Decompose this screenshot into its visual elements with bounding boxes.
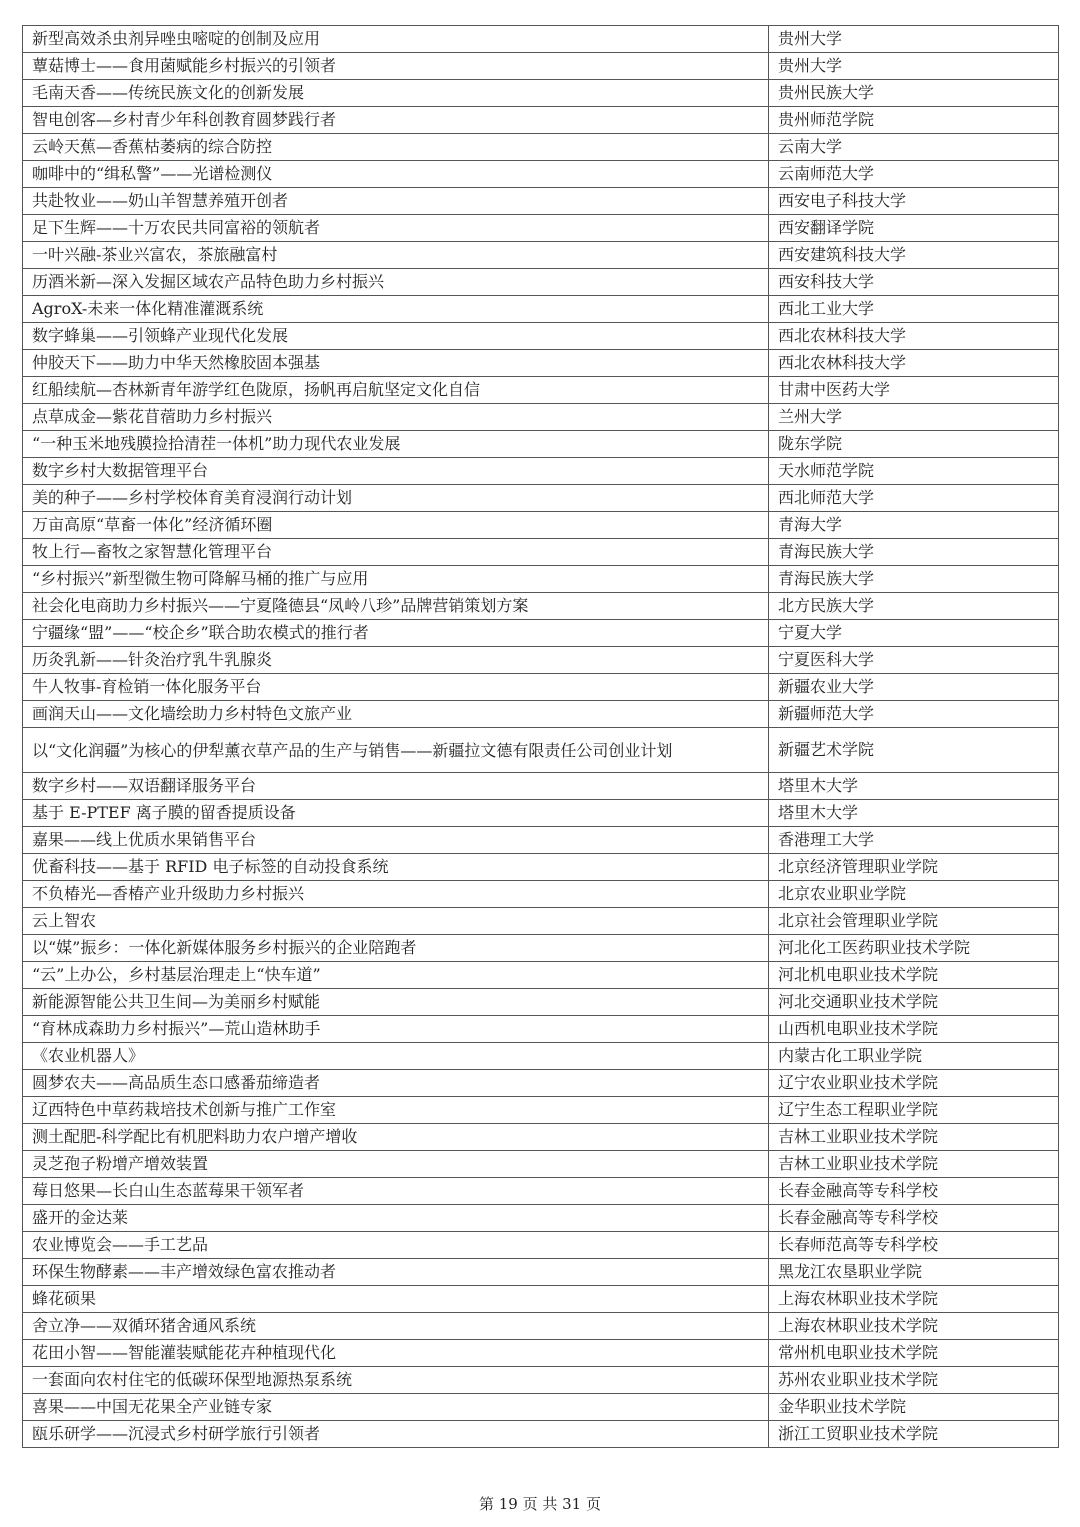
school-name-cell: 吉林工业职业技术学院 [769, 1151, 1059, 1178]
project-name-cell: 瓯乐研学——沉浸式乡村研学旅行引领者 [23, 1421, 769, 1448]
table-row [23, 539, 1059, 566]
project-name-cell: 数字蜂巢——引领蜂产业现代化发展 [23, 323, 769, 350]
project-name-cell: 云岭天蕉—香蕉枯萎病的综合防控 [23, 134, 769, 161]
table-row [23, 1340, 1059, 1367]
school-name-cell: 西北农林科技大学 [769, 323, 1059, 350]
table-row [23, 1151, 1059, 1178]
project-name-cell: 画润天山——文化墙绘助力乡村特色文旅产业 [23, 701, 769, 728]
table-row [23, 1286, 1059, 1313]
table-row [23, 593, 1059, 620]
table-row [23, 1016, 1059, 1043]
project-name-cell: 环保生物酵素——丰产增效绿色富农推动者 [23, 1259, 769, 1286]
school-name-cell: 西北师范大学 [769, 485, 1059, 512]
project-name-cell: 一套面向农村住宅的低碳环保型地源热泵系统 [23, 1367, 769, 1394]
school-name-cell: 云南大学 [769, 134, 1059, 161]
school-name-cell: 西安翻译学院 [769, 215, 1059, 242]
project-name-cell: 盛开的金达莱 [23, 1205, 769, 1232]
school-name-cell: 山西机电职业技术学院 [769, 1016, 1059, 1043]
school-name-cell: 贵州师范学院 [769, 107, 1059, 134]
school-name-cell: 吉林工业职业技术学院 [769, 1124, 1059, 1151]
table-row [23, 512, 1059, 539]
project-name-cell: 新能源智能公共卫生间—为美丽乡村赋能 [23, 989, 769, 1016]
table-row [23, 107, 1059, 134]
project-name-cell: 宁疆缘“盟”——“校企乡”联合助农模式的推行者 [23, 620, 769, 647]
table-row [23, 80, 1059, 107]
school-name-cell: 香港理工大学 [769, 827, 1059, 854]
school-name-cell: 西安电子科技大学 [769, 188, 1059, 215]
project-name-cell: 圆梦农夫——高品质生态口感番茄缔造者 [23, 1070, 769, 1097]
project-name-cell: 《农业机器人》 [23, 1043, 769, 1070]
project-name-cell: 以“媒”振乡：一体化新媒体服务乡村振兴的企业陪跑者 [23, 935, 769, 962]
project-name-cell: 社会化电商助力乡村振兴——宁夏隆德县“凤岭八珍”品牌营销策划方案 [23, 593, 769, 620]
project-name-cell: 咖啡中的“缉私警”——光谱检测仪 [23, 161, 769, 188]
school-name-cell: 辽宁农业职业技术学院 [769, 1070, 1059, 1097]
school-name-cell: 上海农林职业技术学院 [769, 1313, 1059, 1340]
project-name-cell: 数字乡村大数据管理平台 [23, 458, 769, 485]
school-name-cell: 常州机电职业技术学院 [769, 1340, 1059, 1367]
school-name-cell: 贵州民族大学 [769, 80, 1059, 107]
school-name-cell: 宁夏大学 [769, 620, 1059, 647]
table-row [23, 485, 1059, 512]
project-name-cell: 莓日悠果—长白山生态蓝莓果干领军者 [23, 1178, 769, 1205]
table-row [23, 881, 1059, 908]
table-row [23, 854, 1059, 881]
school-name-cell: 北方民族大学 [769, 593, 1059, 620]
table-row [23, 1124, 1059, 1151]
school-name-cell: 青海大学 [769, 512, 1059, 539]
table-row [23, 827, 1059, 854]
table-row [23, 296, 1059, 323]
school-name-cell: 兰州大学 [769, 404, 1059, 431]
table-row [23, 161, 1059, 188]
school-name-cell: 金华职业技术学院 [769, 1394, 1059, 1421]
school-name-cell: 西安科技大学 [769, 269, 1059, 296]
school-name-cell: 塔里木大学 [769, 800, 1059, 827]
school-name-cell: 苏州农业职业技术学院 [769, 1367, 1059, 1394]
table-row [23, 1232, 1059, 1259]
table-row [23, 728, 1059, 773]
school-name-cell: 北京经济管理职业学院 [769, 854, 1059, 881]
table-row [23, 53, 1059, 80]
school-name-cell: 新疆艺术学院 [769, 728, 1059, 773]
table-row [23, 350, 1059, 377]
project-name-cell: 蜂花硕果 [23, 1286, 769, 1313]
table-row [23, 989, 1059, 1016]
table-row [23, 188, 1059, 215]
project-name-cell: 万亩高原“草畜一体化”经济循环圈 [23, 512, 769, 539]
project-name-cell: 辽西特色中草药栽培技术创新与推广工作室 [23, 1097, 769, 1124]
table-row [23, 701, 1059, 728]
school-name-cell: 青海民族大学 [769, 566, 1059, 593]
project-table-body [23, 26, 1059, 1448]
project-table-sheet [22, 25, 1058, 1448]
table-row [23, 647, 1059, 674]
table-row [23, 404, 1059, 431]
school-name-cell: 宁夏医科大学 [769, 647, 1059, 674]
table-row [23, 1313, 1059, 1340]
school-name-cell: 内蒙古化工职业学院 [769, 1043, 1059, 1070]
school-name-cell: 河北机电职业技术学院 [769, 962, 1059, 989]
project-name-cell: 牛人牧事-育检销一体化服务平台 [23, 674, 769, 701]
table-row [23, 431, 1059, 458]
school-name-cell: 北京社会管理职业学院 [769, 908, 1059, 935]
table-row [23, 620, 1059, 647]
table-row [23, 773, 1059, 800]
project-name-cell: 优畜科技——基于 RFID 电子标签的自动投食系统 [23, 854, 769, 881]
school-name-cell: 贵州大学 [769, 26, 1059, 53]
table-row [23, 800, 1059, 827]
project-name-cell: 历酒米新—深入发掘区域农产品特色助力乡村振兴 [23, 269, 769, 296]
project-name-cell: “云”上办公，乡村基层治理走上“快车道” [23, 962, 769, 989]
school-name-cell: 北京农业职业学院 [769, 881, 1059, 908]
school-name-cell: 贵州大学 [769, 53, 1059, 80]
school-name-cell: 黑龙江农垦职业学院 [769, 1259, 1059, 1286]
project-name-cell: 喜果——中国无花果全产业链专家 [23, 1394, 769, 1421]
table-row [23, 269, 1059, 296]
project-name-cell: 以“文化润疆”为核心的伊犁薰衣草产品的生产与销售——新疆拉文德有限责任公司创业计划 [23, 728, 769, 773]
school-name-cell: 甘肃中医药大学 [769, 377, 1059, 404]
project-name-cell: 测土配肥-科学配比有机肥料助力农户增产增收 [23, 1124, 769, 1151]
project-name-cell: 花田小智——智能灌装赋能花卉种植现代化 [23, 1340, 769, 1367]
table-row [23, 26, 1059, 53]
project-name-cell: 农业博览会——手工艺品 [23, 1232, 769, 1259]
table-row [23, 1394, 1059, 1421]
project-name-cell: 嘉果——线上优质水果销售平台 [23, 827, 769, 854]
table-row [23, 1178, 1059, 1205]
project-name-cell: AgroX-未来一体化精准灌溉系统 [23, 296, 769, 323]
table-row [23, 215, 1059, 242]
project-name-cell: 牧上行—畜牧之家智慧化管理平台 [23, 539, 769, 566]
table-row [23, 242, 1059, 269]
project-name-cell: 一叶兴融-茶业兴富农，茶旅融富村 [23, 242, 769, 269]
school-name-cell: 上海农林职业技术学院 [769, 1286, 1059, 1313]
school-name-cell: 新疆农业大学 [769, 674, 1059, 701]
school-name-cell: 河北化工医药职业技术学院 [769, 935, 1059, 962]
table-row [23, 1070, 1059, 1097]
table-row [23, 1097, 1059, 1124]
project-name-cell: 数字乡村——双语翻译服务平台 [23, 773, 769, 800]
table-row [23, 935, 1059, 962]
project-name-cell: 基于 E-PTEF 离子膜的留香提质设备 [23, 800, 769, 827]
school-name-cell: 河北交通职业技术学院 [769, 989, 1059, 1016]
school-name-cell: 西安建筑科技大学 [769, 242, 1059, 269]
project-name-cell: “乡村振兴”新型微生物可降解马桶的推广与应用 [23, 566, 769, 593]
project-name-cell: 不负椿光—香椿产业升级助力乡村振兴 [23, 881, 769, 908]
project-name-cell: 共赴牧业——奶山羊智慧养殖开创者 [23, 188, 769, 215]
project-name-cell: 蕈菇博士——食用菌赋能乡村振兴的引领者 [23, 53, 769, 80]
project-name-cell: 灵芝孢子粉增产增效装置 [23, 1151, 769, 1178]
project-name-cell: 毛南天香——传统民族文化的创新发展 [23, 80, 769, 107]
table-row [23, 566, 1059, 593]
school-name-cell: 浙江工贸职业技术学院 [769, 1421, 1059, 1448]
page-footer: 第 19 页 共 31 页 [478, 1495, 601, 1513]
project-name-cell: 红船续航—杏林新青年游学红色陇原，扬帆再启航坚定文化自信 [23, 377, 769, 404]
project-name-cell: “育林成森助力乡村振兴”—荒山造林助手 [23, 1016, 769, 1043]
project-name-cell: 点草成金—紫花苜蓿助力乡村振兴 [23, 404, 769, 431]
school-name-cell: 云南师范大学 [769, 161, 1059, 188]
table-row [23, 1043, 1059, 1070]
project-name-cell: 美的种子——乡村学校体育美育浸润行动计划 [23, 485, 769, 512]
school-name-cell: 长春金融高等专科学校 [769, 1205, 1059, 1232]
table-row [23, 134, 1059, 161]
school-name-cell: 西北工业大学 [769, 296, 1059, 323]
project-name-cell: “一种玉米地残膜捡拾清茬一体机”助力现代农业发展 [23, 431, 769, 458]
school-name-cell: 长春师范高等专科学校 [769, 1232, 1059, 1259]
table-row [23, 1367, 1059, 1394]
project-name-cell: 云上智农 [23, 908, 769, 935]
table-row [23, 962, 1059, 989]
table-row [23, 323, 1059, 350]
project-name-cell: 新型高效杀虫剂异唑虫嘧啶的创制及应用 [23, 26, 769, 53]
school-name-cell: 塔里木大学 [769, 773, 1059, 800]
project-table [22, 25, 1059, 1448]
table-row [23, 1205, 1059, 1232]
table-row [23, 377, 1059, 404]
school-name-cell: 新疆师范大学 [769, 701, 1059, 728]
table-row [23, 908, 1059, 935]
project-name-cell: 足下生辉——十万农民共同富裕的领航者 [23, 215, 769, 242]
school-name-cell: 西北农林科技大学 [769, 350, 1059, 377]
project-name-cell: 舍立净——双循环猪舍通风系统 [23, 1313, 769, 1340]
table-row [23, 1421, 1059, 1448]
project-name-cell: 仲胶天下——助力中华天然橡胶固本强基 [23, 350, 769, 377]
table-row [23, 1259, 1059, 1286]
table-row [23, 674, 1059, 701]
project-name-cell: 历灸乳新——针灸治疗乳牛乳腺炎 [23, 647, 769, 674]
school-name-cell: 长春金融高等专科学校 [769, 1178, 1059, 1205]
school-name-cell: 天水师范学院 [769, 458, 1059, 485]
school-name-cell: 辽宁生态工程职业学院 [769, 1097, 1059, 1124]
project-name-cell: 智电创客—乡村青少年科创教育圆梦践行者 [23, 107, 769, 134]
school-name-cell: 陇东学院 [769, 431, 1059, 458]
school-name-cell: 青海民族大学 [769, 539, 1059, 566]
table-row [23, 458, 1059, 485]
